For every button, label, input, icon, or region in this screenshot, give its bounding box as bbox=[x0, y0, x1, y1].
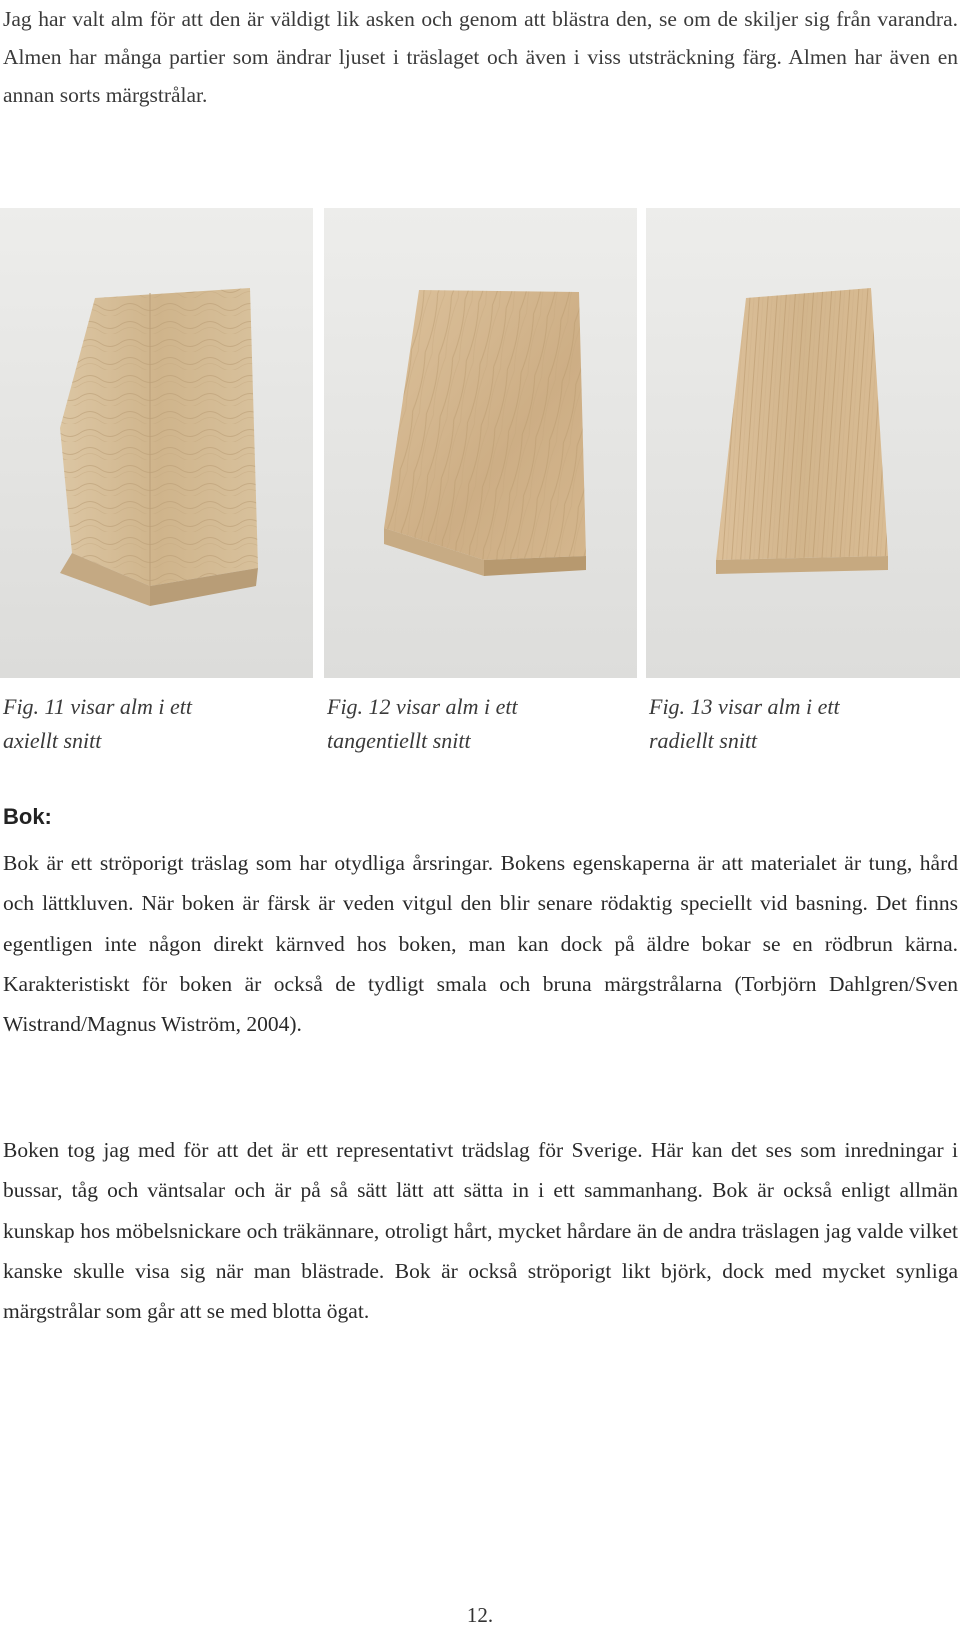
figure-13 bbox=[646, 208, 960, 758]
page-number: 12. bbox=[466, 1603, 494, 1627]
elm-radial-cut-photo bbox=[646, 208, 960, 678]
figure-12 bbox=[324, 208, 637, 758]
caption-line: axiellt snitt bbox=[3, 728, 102, 753]
intro-paragraph: Jag har valt alm för att den är väldigt lik asken och genom att blästra den, se om de skiljer sig från varandra. Almen har många partier som ändrar ljuset i träslaget och även i viss utsträckning färg. Almen har även en annan sorts märgstrålar. bbox=[3, 7, 958, 107]
figure-13-caption bbox=[646, 690, 960, 758]
caption-line: radiellt snitt bbox=[649, 728, 758, 753]
paragraph-bok-description: Bok är ett ströporigt träslag som har otydliga årsringar. Bokens egenskaperna är att materialet är tung, hård och lättkluven. När boken är färsk är veden vitgul den blir senare rödaktig speciellt vid basning. Det finns egentligen inte någon direkt kärnved hos boken, man kan dock på äldre bokar se en rödbrun kärna. Karakteristiskt för boken är också de tydligt smala och bruna märgstrålarna (Torbjörn Dahlgren/Sven Wistrand/Magnus Wiström, 2004). bbox=[3, 851, 958, 1037]
paragraph-bok-choice: Boken tog jag med för att det är ett representativt trädslag för Sverige. Här kan det ses som inredningar i bussar, tåg och väntsalar och är på så sätt lätt att sätta in i ett sammanhang. Bok är också enligt allmän kunskap hos möbelsnickare och träkännare, otroligt hårt, mycket hårdare än de andra träslagen jag valde vilket kanske skulle visa sig när man blästrade. Bok är också ströporigt likt björk, dock med mycket synliga märgstrålar som går att se med blotta ögat. bbox=[3, 1138, 958, 1324]
intro-text-block bbox=[3, 0, 958, 114]
caption-line: Fig. 11 visar alm i ett bbox=[3, 694, 193, 719]
elm-axial-cut-photo bbox=[0, 208, 313, 678]
figure-11 bbox=[0, 208, 313, 758]
figure-12-caption bbox=[324, 690, 637, 758]
section-heading: Bok: bbox=[3, 804, 52, 829]
elm-tangential-cut-photo bbox=[324, 208, 637, 678]
caption-line: Fig. 13 visar alm i ett bbox=[649, 694, 840, 719]
caption-line: tangentiellt snitt bbox=[327, 728, 471, 753]
figure-11-caption bbox=[0, 690, 313, 758]
caption-line: Fig. 12 visar alm i ett bbox=[327, 694, 518, 719]
